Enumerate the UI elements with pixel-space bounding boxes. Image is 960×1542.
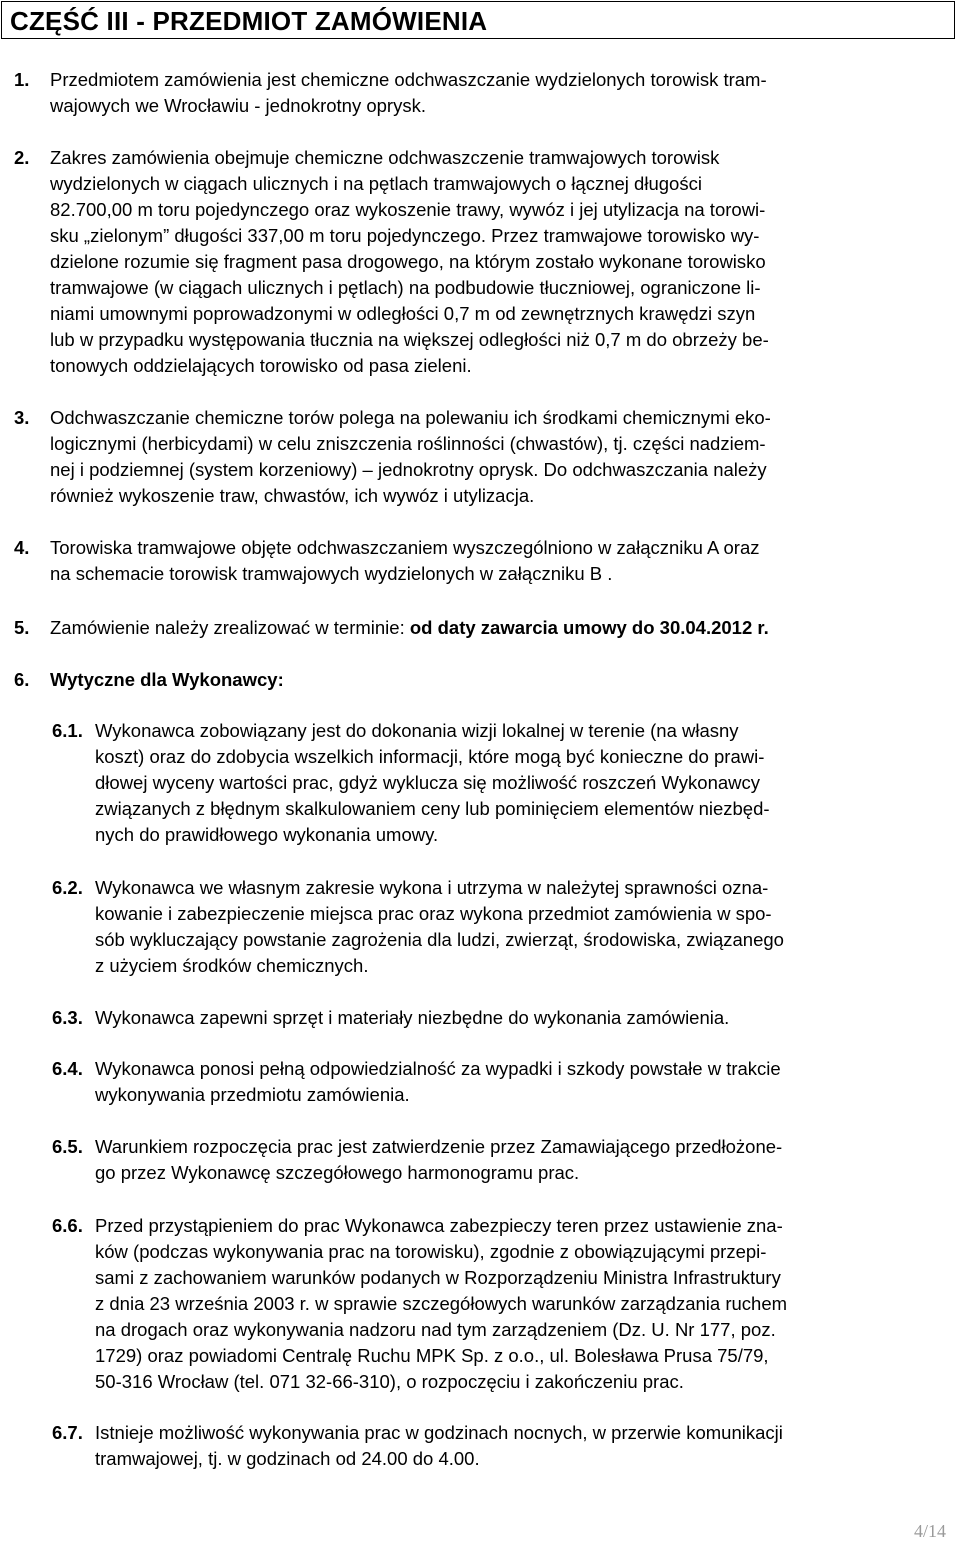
subitem-line: Wykonawca zobowiązany jest do dokonania wizji lokalnej w terenie (na własny [95,720,739,741]
item-line: Przedmiotem zamówienia jest chemiczne odchwaszczanie wydzielonych torowisk tram- [50,69,767,90]
item-line: niami umownymi poprowadzonymi w odległości 0,7 m od zewnętrznych krawędzi szyn [50,303,756,324]
item-number: 2. [14,147,30,168]
item-line: również wykoszenie traw, chwastów, ich wywóz i utylizacja. [50,485,535,506]
item-line: nej i podziemnej (system korzeniowy) – jednokrotny oprysk. Do odchwaszczania należy [50,459,767,480]
subitem-line: Wykonawca we własnym zakresie wykona i utrzyma w należytej sprawności ozna- [95,877,769,898]
item-line: Zakres zamówienia obejmuje chemiczne odchwaszczenie tramwajowych torowisk [50,147,720,168]
item-line: Torowiska tramwajowe objęte odchwaszczaniem wyszczególniono w załączniku A oraz [50,537,760,558]
item-number: 1. [14,69,30,90]
item-line: 82.700,00 m toru pojedynczego oraz wykoszenie trawy, wywóz i jej utylizacja na torowi- [50,199,766,220]
subitem-line: na drogach oraz wykonywania nadzoru nad tym zarządzeniem (Dz. U. Nr 177, poz. [95,1319,776,1340]
subitem-line: Wykonawca zapewni sprzęt i materiały niezbędne do wykonania zamówienia. [95,1007,730,1028]
subitem-line: Istnieje możliwość wykonywania prac w godzinach nocnych, w przerwie komunikacji [95,1422,783,1443]
item-line: na schemacie torowisk tramwajowych wydzielonych w załączniku B . [50,563,613,584]
subitem-line: kowanie i zabezpieczenie miejsca prac oraz wykona przedmiot zamówienia w spo- [95,903,772,924]
subitem-number: 6.6. [52,1215,83,1236]
subitem-line: sób wykluczający powstanie zagrożenia dla ludzi, zwierząt, środowiska, związanego [95,929,784,950]
item-line: tonowych oddzielających torowisko od pasa zieleni. [50,355,472,376]
section-heading: Wytyczne dla Wykonawcy: [50,669,284,690]
item-line: wydzielonych w ciągach ulicznych i na pętlach tramwajowych o łącznej długości [50,173,702,194]
subitem-line: wykonywania przedmiotu zamówienia. [95,1084,410,1105]
subitem-line: z dnia 23 września 2003 r. w sprawie szczegółowych warunków zarządzania ruchem [95,1293,788,1314]
subitem-line: go przez Wykonawcę szczegółowego harmonogramu prac. [95,1162,580,1183]
subitem-line: ków (podczas wykonywania prac na torowisku), zgodnie z obowiązującymi przepi- [95,1241,767,1262]
subitem-line: tramwajowej, tj. w godzinach od 24.00 do 4.00. [95,1448,480,1469]
item-number: 6. [14,669,30,690]
subitem-line: nych do prawidłowego wykonania umowy. [95,824,439,845]
item-number: 3. [14,407,30,428]
subitem-line: Warunkiem rozpoczęcia prac jest zatwierdzenie przez Zamawiającego przedłożone- [95,1136,783,1157]
deadline-label: Zamówienie należy zrealizować w terminie: [50,617,410,638]
item-line: logicznymi (herbicydami) w celu zniszczenia roślinności (chwastów), tj. części nadziem- [50,433,766,454]
item-line: wajowych we Wrocławiu - jednokrotny oprysk. [50,95,426,116]
item-line: lub w przypadku występowania tłucznia na większej odległości niż 0,7 m do obrzeży be- [50,329,769,350]
page-number: 4/14 [913,1521,946,1541]
subitem-number: 6.7. [52,1422,83,1443]
subitem-line: sami z zachowaniem warunków podanych w Rozporządzeniu Ministra Infrastruktury [95,1267,781,1288]
item-line: tramwajowe (w ciągach ulicznych i pętlach) na podbudowie tłuczniowej, ograniczone li- [50,277,761,298]
subitem-number: 6.2. [52,877,83,898]
section-header-box [1,1,955,39]
subitem-line: Wykonawca ponosi pełną odpowiedzialność za wypadki i szkody powstałe w trakcie [95,1058,781,1079]
subitem-line: dłowej wyceny wartości prac, gdyż wyklucza się możliwość roszczeń Wykonawcy [95,772,761,793]
subitem-line: z użyciem środków chemicznych. [95,955,369,976]
subitem-number: 6.5. [52,1136,83,1157]
item-line: sku „zielonym” długości 337,00 m toru pojedynczego. Przez tramwajowe torowisko wy- [50,225,760,246]
item-line [50,615,769,641]
subitem-number: 6.1. [52,720,83,741]
section-title: CZĘŚĆ III - PRZEDMIOT ZAMÓWIENIA [10,6,488,36]
item-line: Odchwaszczanie chemiczne torów polega na polewaniu ich środkami chemicznymi eko- [50,407,771,428]
item-number: 5. [14,617,30,638]
subitem-line: Przed przystąpieniem do prac Wykonawca zabezpieczy teren przez ustawienie zna- [95,1215,783,1236]
item-number: 4. [14,537,30,558]
subitem-number: 6.4. [52,1058,83,1079]
deadline-value: od daty zawarcia umowy do 30.04.2012 r. [409,617,769,638]
subitem-line: 1729) oraz powiadomi Centralę Ruchu MPK Sp. z o.o., ul. Bolesława Prusa 75/79, [95,1345,769,1366]
subitem-number: 6.3. [52,1007,83,1028]
item-line: dzielone rozumie się fragment pasa drogowego, na którym zostało wykonane torowisko [50,251,766,272]
subitem-line: związanych z błędnym skalkulowaniem ceny lub pominięciem elementów niezbęd- [95,798,770,819]
subitem-line: 50-316 Wrocław (tel. 071 32-66-310), o rozpoczęciu i zakończeniu prac. [95,1371,684,1392]
subitem-line: koszt) oraz do zdobycia wszelkich informacji, które mogą być konieczne do prawi- [95,746,765,767]
